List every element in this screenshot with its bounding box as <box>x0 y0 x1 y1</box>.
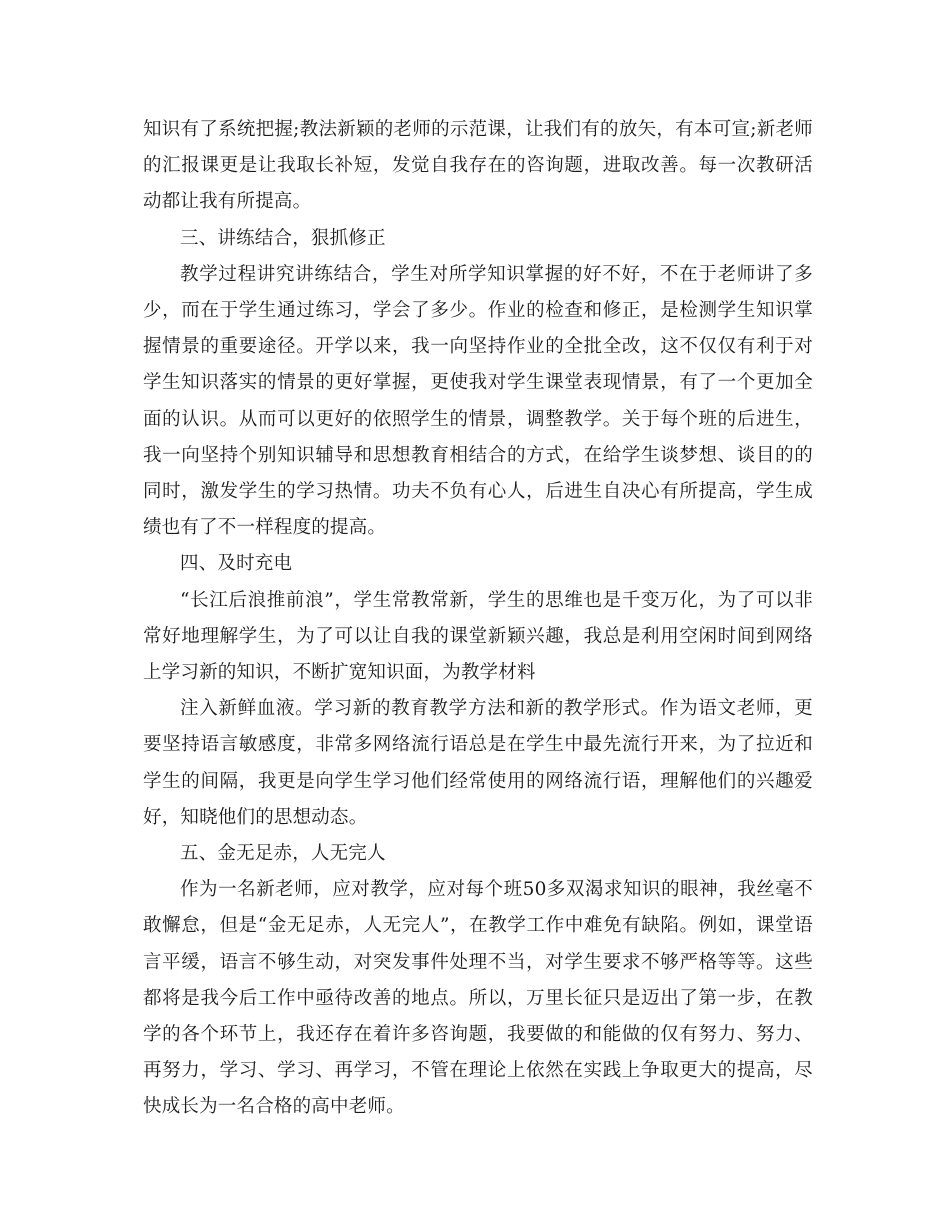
paragraph: 作为一名新老师，应对教学，应对每个班50多双渴求知识的眼神，我丝毫不敢懈怠，但是“金无足赤，人无完人”，在教学工作中难免有缺陷。例如，课堂语言平缓，语言不够生动，对突发事件处理不当，对学生要求不够严格等等。这些都将是我今后工作中亟待改善的地点。所以，万里长征只是迈出了第一步，在教学的各个环节上，我还存在着许多咨询题，我要做的和能做的仅有努力、努力、再努力，学习、学习、再学习，不管在理论上依然在实践上争取更大的提高，尽快成长为一名合格的高中老师。 <box>143 879 813 1118</box>
section-heading-3: 三、讲练结合，狠抓修正 <box>180 227 386 249</box>
section-heading-4: 四、及时充电 <box>180 553 293 575</box>
paragraph-continued: 知识有了系统把握;教法新颖的老师的示范课，让我们有的放矢，有本可宣;新老师的汇报课更是让我取长补短，发觉自我存在的咨询题，进取改善。每一次教研活动都让我有所提高。 <box>143 119 813 213</box>
paragraph: 教学过程讲究讲练结合，学生对所学知识掌握的好不好，不在于老师讲了多少，而在于学生通过练习，学会了多少。作业的检查和修正，是检测学生知识掌握情景的重要途径。开学以来，我一向坚持作业的全批全改，这不仅仅有利于对学生知识落实的情景的更好掌握，更使我对学生课堂表现情景，有了一个更加全面的认识。从而可以更好的依照学生的情景，调整教学。关于每个班的后进生，我一向坚持个别知识辅导和思想教育相结合的方式，在给学生谈梦想、谈目的的同时，激发学生的学习热情。功夫不负有心人，后进生自决心有所提高，学生成绩也有了不一样程度的提高。 <box>143 263 813 539</box>
paragraph: “长江后浪推前浪”，学生常教常新，学生的思维也是千变万化，为了可以非常好地理解学生，为了可以让自我的课堂新颖兴趣，我总是利用空闲时间到网络上学习新的知识，不断扩宽知识面，为教学材料 <box>143 589 813 684</box>
section-heading-5: 五、金无足赤，人无完人 <box>180 843 386 865</box>
document-body <box>143 112 813 1126</box>
paragraph: 注入新鲜血液。学习新的教育教学方法和新的教学形式。作为语文老师，更要坚持语言敏感度，非常多网络流行语总是在学生中最先流行开来，为了拉近和学生的间隔，我更是向学生学习他们经常使用的网络流行语，理解他们的兴趣爱好，知晓他们的思想动态。 <box>143 698 813 828</box>
